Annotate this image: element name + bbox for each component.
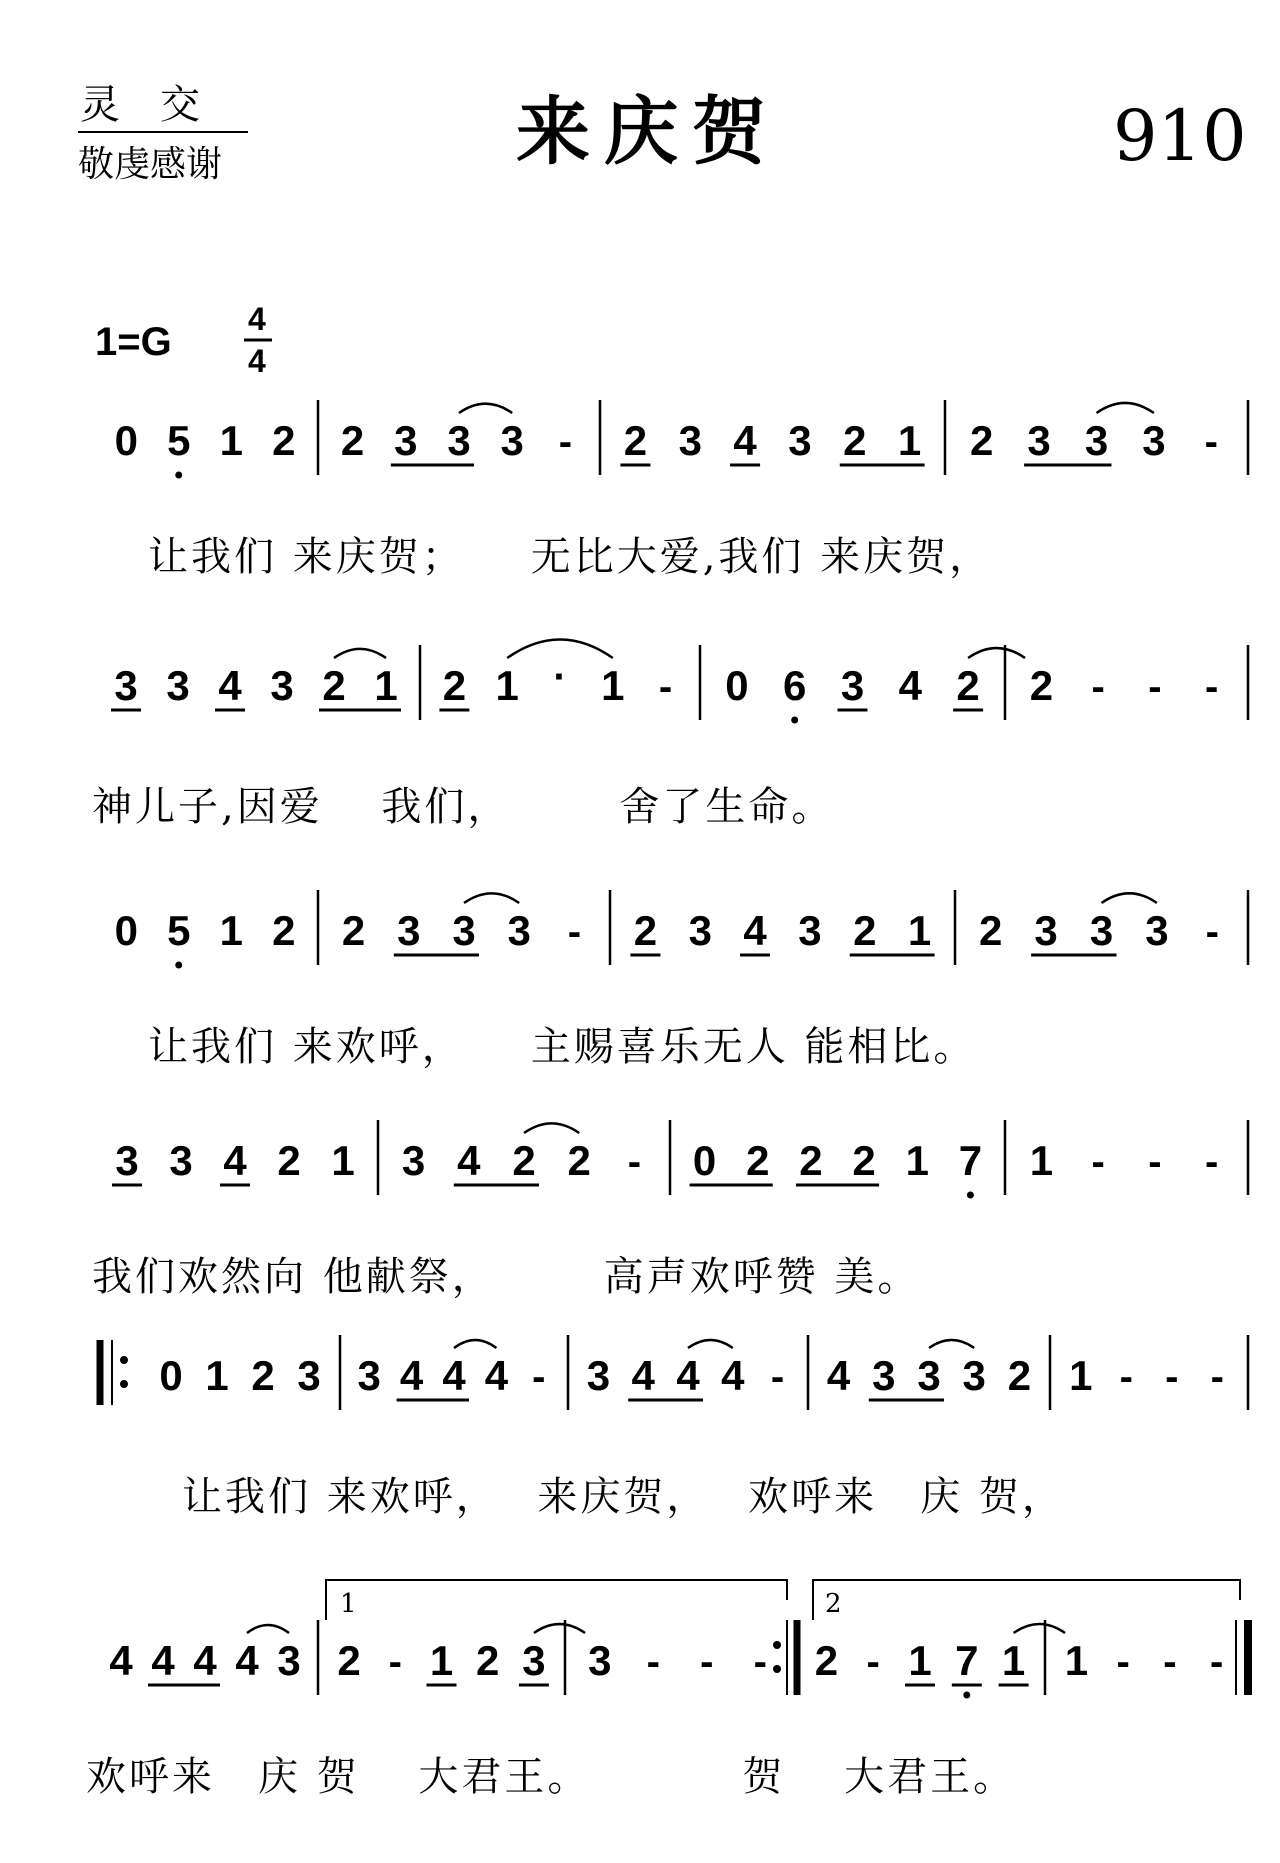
note: 4 [733, 417, 757, 464]
note-hold: - [1148, 665, 1162, 709]
volta-label-1: 1 [340, 1589, 357, 1619]
measure [112, 1137, 355, 1185]
note: 2 [476, 1637, 500, 1684]
note: 4 [676, 1352, 700, 1399]
tie-slur [688, 1340, 733, 1348]
note: 2 [1029, 662, 1054, 709]
tie-slur [454, 1340, 496, 1348]
note: 2 [746, 1137, 770, 1184]
note: 0 [159, 1352, 183, 1399]
note: 1 [219, 907, 243, 954]
note-hold: - [866, 1640, 880, 1684]
measure [1069, 1352, 1224, 1399]
lyrics-line: 让我们 来欢呼， 来庆贺， 欢呼来 庆 贺， [182, 1474, 1065, 1520]
measure [979, 893, 1219, 955]
note-hold: - [753, 1640, 767, 1684]
note: 1 [429, 1637, 454, 1684]
volta-label-2: 2 [825, 1589, 842, 1619]
note: 2 [623, 417, 648, 464]
note: 2 [337, 1637, 361, 1684]
tie-slur [1014, 1624, 1065, 1633]
note: 3 [277, 1637, 301, 1684]
note: 2 [442, 662, 467, 709]
octave-dot-below [175, 472, 182, 479]
measure [337, 1624, 585, 1685]
note-hold: - [1165, 1355, 1179, 1399]
note: 3 [1142, 417, 1166, 464]
note: 3 [114, 662, 138, 709]
lyrics-line: 让我们 来庆贺； 无比大爱,我们 来庆贺， [148, 534, 993, 580]
note: 1 [897, 417, 922, 464]
note: 3 [166, 662, 190, 709]
note: 2 [272, 417, 296, 464]
note: 2 [956, 662, 980, 709]
note: 7 [955, 1637, 979, 1684]
note: 1 [907, 907, 932, 954]
note: 2 [970, 417, 994, 464]
note: 4 [826, 1352, 851, 1399]
note: 3 [1027, 417, 1051, 464]
note-hold: - [1209, 1640, 1224, 1684]
measure [342, 893, 581, 955]
note: 2 [277, 1137, 301, 1184]
tie-slur [464, 893, 519, 903]
note: 0 [114, 417, 138, 464]
note: 2 [979, 907, 1003, 954]
system-4 [92, 1120, 1248, 1300]
note: 1 [905, 1137, 929, 1184]
note: 1 [1029, 1137, 1054, 1184]
measure [109, 1625, 300, 1685]
note: 4 [193, 1637, 217, 1684]
tie-slur [459, 404, 512, 413]
note: 3 [917, 1352, 941, 1399]
tie-slur [534, 1624, 585, 1633]
note: 1 [495, 662, 519, 709]
note: 3 [452, 907, 476, 954]
category-bottom: 敬虔感谢 [78, 144, 223, 185]
note: 3 [798, 907, 822, 954]
note-hold: - [1210, 1355, 1224, 1399]
measure [341, 404, 572, 465]
note: 4 [898, 662, 922, 709]
note-hold: - [558, 420, 573, 464]
note-hold: - [627, 1140, 642, 1184]
note: 4 [442, 1352, 466, 1399]
measure [115, 907, 296, 969]
tie-slur [929, 1340, 974, 1348]
note-hold: - [1163, 1640, 1177, 1684]
note-hold: - [532, 1355, 546, 1399]
note: 3 [394, 417, 418, 464]
note: 1 [1064, 1637, 1089, 1684]
note-hold: - [1204, 420, 1218, 464]
measure [358, 1340, 546, 1400]
lyrics-line: 让我们 来欢呼， 主赐喜乐无人 能相比。 [148, 1024, 977, 1070]
octave-dot-below [791, 717, 798, 724]
note: 3 [788, 417, 812, 464]
note: 1 [331, 1137, 355, 1184]
note: 4 [399, 1352, 424, 1399]
augmentation-dot: · [553, 655, 567, 699]
octave-dot-below [963, 1692, 970, 1699]
note: 2 [272, 907, 296, 954]
note: 5 [167, 907, 191, 954]
note: 3 [270, 662, 294, 709]
tie-slur [247, 1625, 289, 1633]
note-hold: - [1091, 665, 1105, 709]
note: 2 [322, 662, 346, 709]
note: 1 [219, 417, 243, 464]
note: 3 [1034, 907, 1058, 954]
repeat-dot [120, 1380, 128, 1388]
measure [1030, 1137, 1219, 1184]
octave-dot-below [175, 962, 182, 969]
note: 3 [447, 417, 471, 464]
note: 3 [962, 1352, 986, 1399]
time-signature-bottom: 4 [248, 343, 266, 379]
note-hold: - [1204, 665, 1219, 709]
note: 1 [908, 1637, 932, 1684]
note: 2 [1007, 1352, 1032, 1399]
note: 5 [167, 417, 191, 464]
note: 3 [1145, 907, 1169, 954]
measure [1030, 662, 1219, 709]
system-3 [115, 890, 1248, 1070]
note: 2 [567, 1137, 591, 1184]
repeat-dot [773, 1665, 781, 1673]
note: 3 [678, 417, 702, 464]
note: 3 [872, 1352, 896, 1399]
octave-dot-below [967, 1192, 974, 1199]
tie-slur [524, 1123, 579, 1133]
measure [690, 1137, 983, 1199]
note-hold: - [1116, 1640, 1130, 1684]
note: 3 [397, 907, 421, 954]
note: 3 [522, 1637, 546, 1684]
note-hold: - [1204, 1140, 1219, 1184]
note: 3 [588, 1637, 612, 1684]
measure [402, 1123, 641, 1185]
volta-bracket-1 [326, 1580, 787, 1620]
note: 3 [1084, 417, 1109, 464]
note: 3 [169, 1137, 193, 1184]
note: 3 [507, 907, 531, 954]
measure [827, 1340, 1031, 1400]
music-systems [86, 400, 1248, 1800]
note: 1 [205, 1352, 229, 1399]
volta-bracket-2 [813, 1580, 1240, 1620]
note: 2 [853, 907, 877, 954]
note-hold: - [1091, 1140, 1105, 1184]
note-hold: - [388, 1640, 402, 1684]
note: 3 [1089, 907, 1114, 954]
note: 2 [633, 907, 658, 954]
note-hold: - [658, 665, 673, 709]
measure [620, 417, 924, 465]
system-6 [86, 1580, 1248, 1800]
note: 1 [1001, 1637, 1026, 1684]
note-hold: - [1205, 910, 1219, 954]
note: 4 [223, 1137, 247, 1184]
measure [115, 417, 296, 479]
note: 4 [743, 907, 767, 954]
note: 1 [601, 662, 625, 709]
note: 1 [1069, 1352, 1093, 1399]
measure [159, 1352, 320, 1399]
measure [815, 1624, 1065, 1698]
system-1 [115, 400, 1248, 580]
tie-slur [968, 648, 1025, 658]
key-signature: 1=G [95, 320, 172, 364]
note: 3 [840, 662, 865, 709]
measure [587, 1340, 785, 1400]
note-hold: - [1119, 1355, 1133, 1399]
note: 3 [500, 417, 524, 464]
song-title: 来庆贺 [516, 89, 780, 175]
note-hold: - [770, 1355, 785, 1399]
measure [725, 648, 1025, 723]
note: 1 [374, 662, 398, 709]
repeat-dot [773, 1641, 781, 1649]
note: 4 [457, 1137, 481, 1184]
system-5 [100, 1335, 1248, 1520]
note: 0 [692, 1137, 717, 1184]
tie-slur [1097, 403, 1154, 413]
repeat-dot [120, 1356, 128, 1364]
lyrics-line: 欢呼来 庆 贺 大君王。 贺 大君王。 [86, 1754, 1017, 1800]
tie-slur [334, 649, 386, 658]
note: 7 [958, 1137, 983, 1184]
note-hold: - [567, 910, 582, 954]
note: 4 [109, 1637, 133, 1684]
note: 0 [114, 907, 138, 954]
measure [630, 907, 934, 955]
note: 4 [235, 1637, 259, 1684]
measure [111, 649, 401, 710]
note: 2 [799, 1137, 823, 1184]
measure [439, 640, 672, 710]
lyrics-line: 神儿子,因爱 我们， 舍了生命。 [92, 784, 835, 830]
note: 2 [251, 1352, 275, 1399]
note: 4 [484, 1352, 509, 1399]
note: 2 [512, 1137, 536, 1184]
note: 3 [115, 1137, 139, 1184]
note: 4 [151, 1637, 175, 1684]
note: 6 [783, 662, 807, 709]
note: 4 [721, 1352, 745, 1399]
note: 0 [725, 662, 749, 709]
note-hold: - [1148, 1140, 1162, 1184]
note: 4 [631, 1352, 655, 1399]
tie-slur [1102, 893, 1157, 903]
time-signature-top: 4 [248, 301, 266, 337]
note: 3 [357, 1352, 381, 1399]
note: 2 [852, 1137, 876, 1184]
song-number: 910 [1113, 95, 1247, 177]
note-hold: - [646, 1640, 660, 1684]
note: 2 [843, 417, 867, 464]
note: 3 [688, 907, 712, 954]
note: 2 [340, 417, 365, 464]
note: 2 [341, 907, 366, 954]
system-2 [92, 640, 1248, 830]
note: 3 [586, 1352, 611, 1399]
note: 3 [297, 1352, 321, 1399]
note-hold: - [700, 1640, 714, 1684]
note: 3 [401, 1137, 426, 1184]
measure [970, 403, 1218, 465]
measure [588, 1637, 767, 1684]
measure [1065, 1637, 1224, 1684]
note: 4 [218, 662, 242, 709]
lyrics-line: 我们欢然向 他献祭， 高声欢呼赞 美。 [92, 1254, 921, 1300]
note: 2 [814, 1637, 839, 1684]
category-top: 灵 交 [80, 82, 200, 128]
